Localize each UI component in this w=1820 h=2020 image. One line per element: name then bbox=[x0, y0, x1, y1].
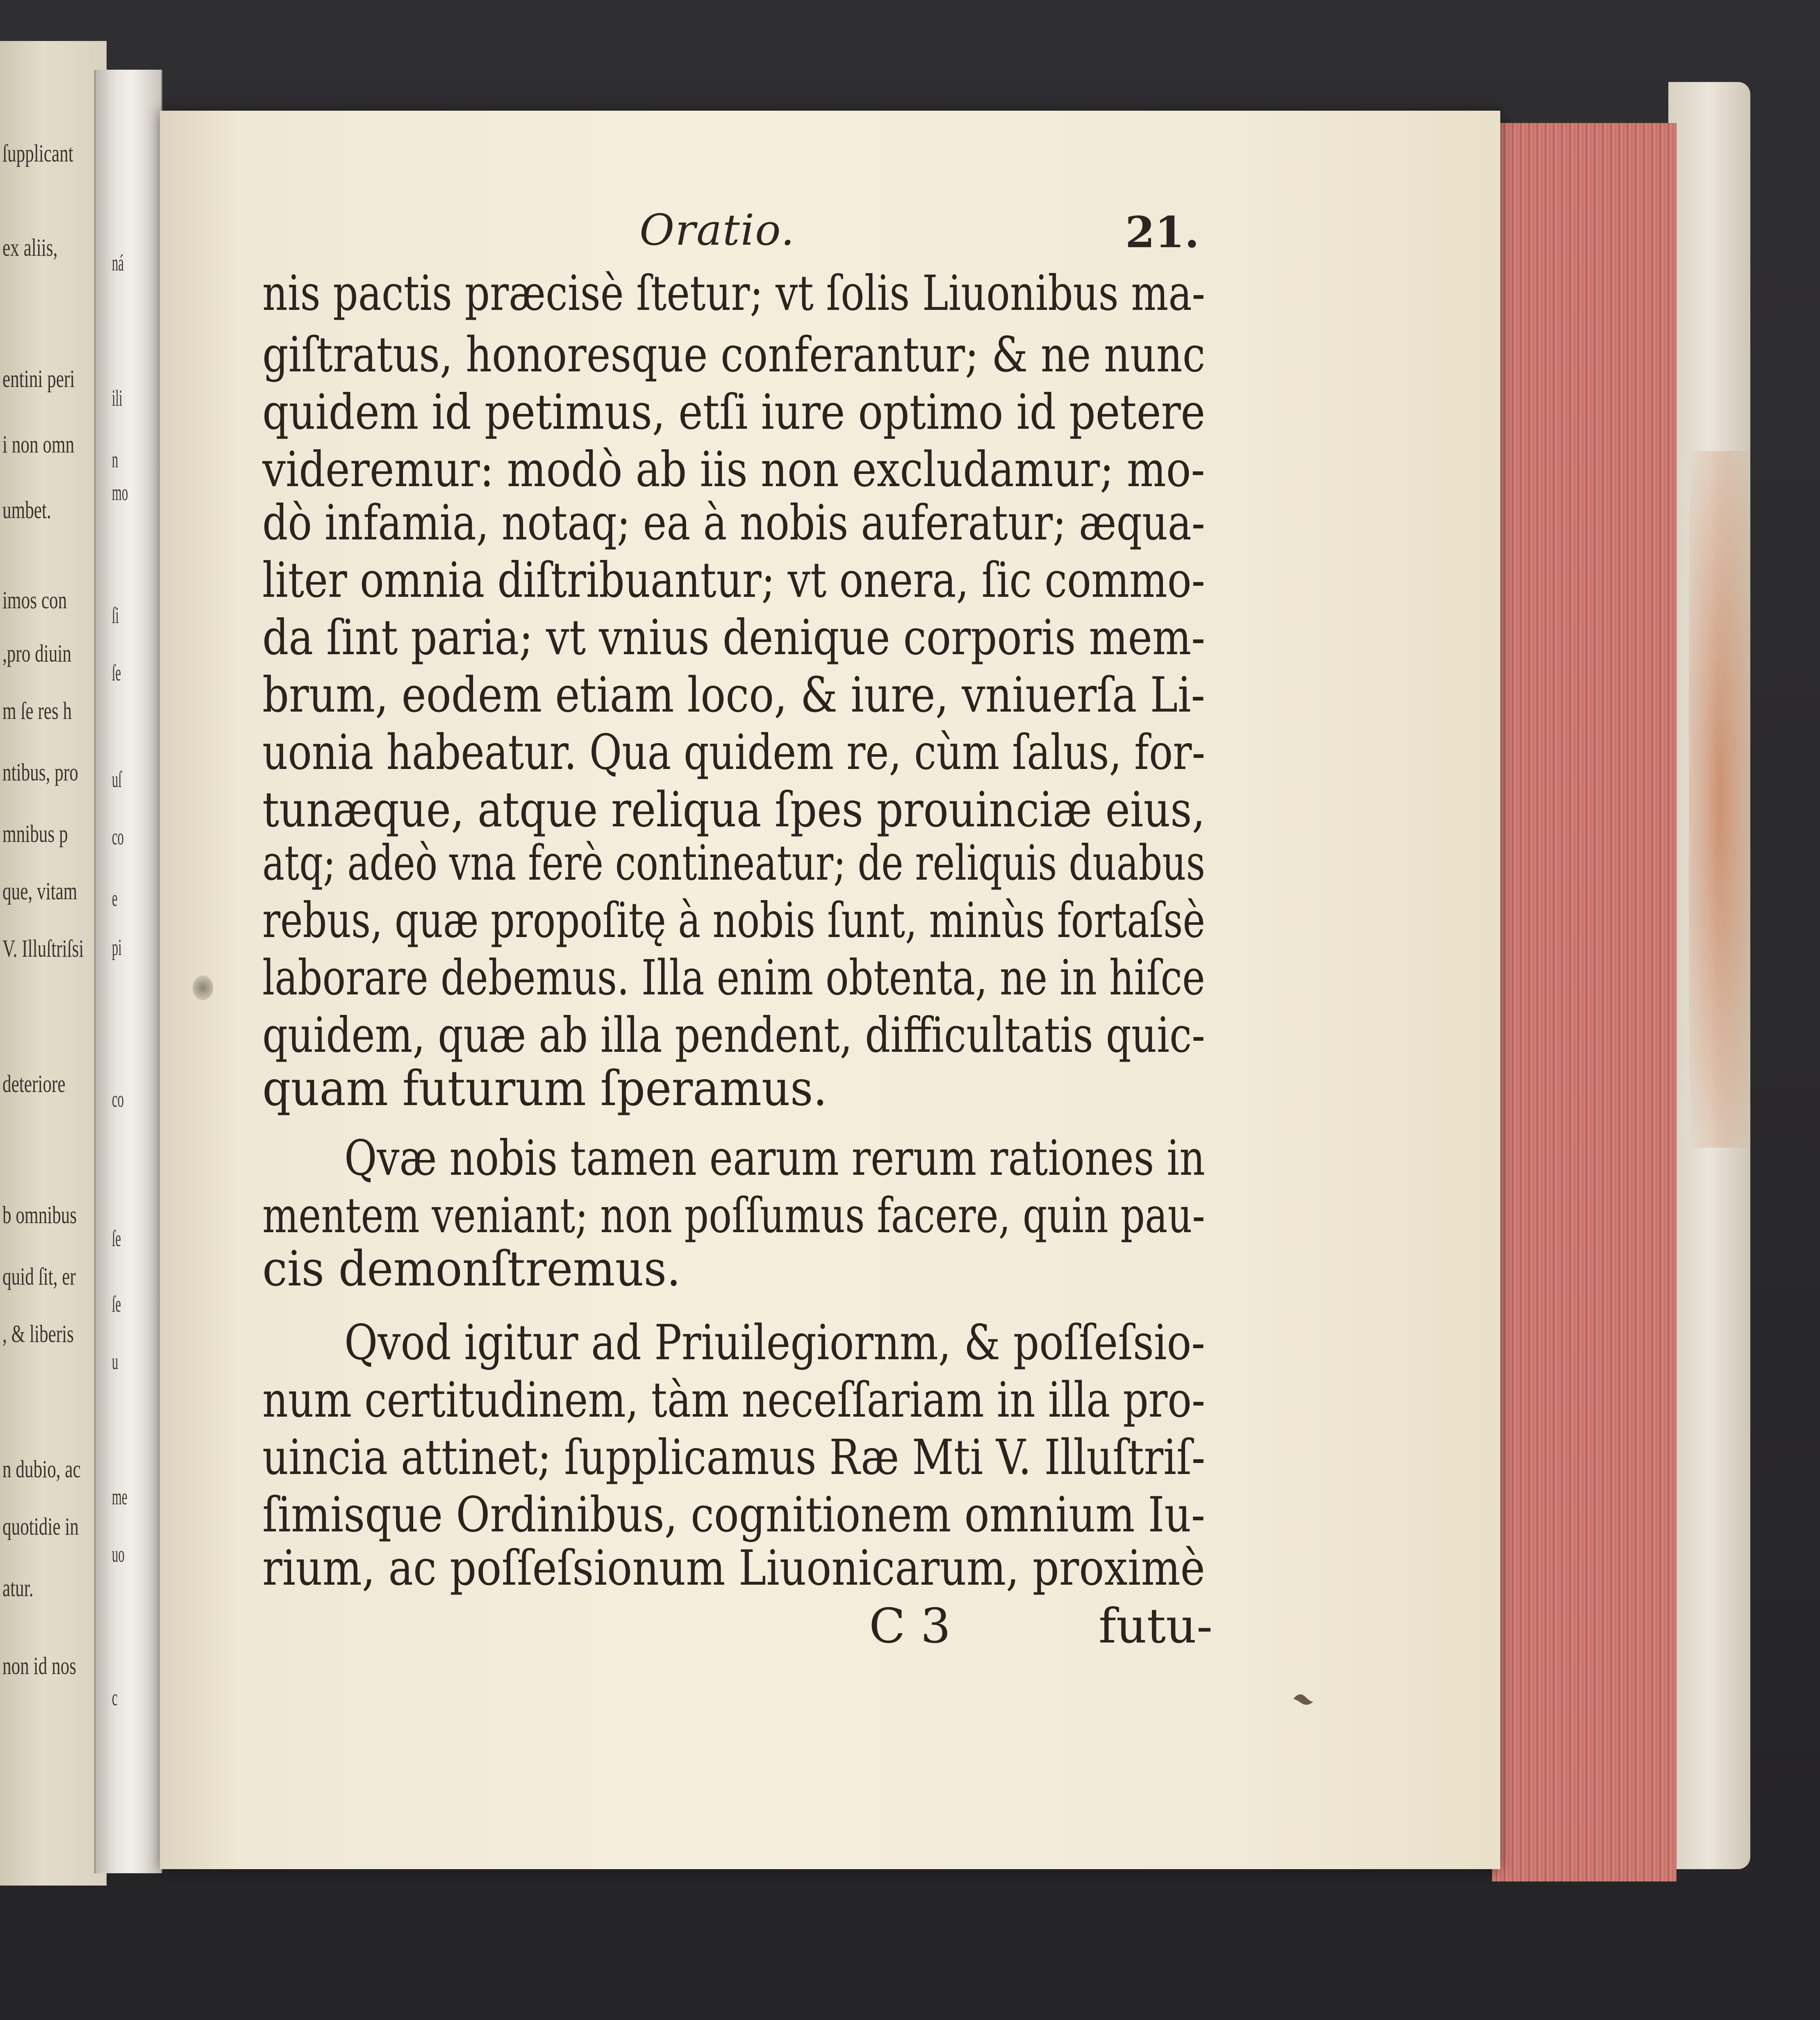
gutter-fragment: ſe bbox=[112, 1226, 121, 1251]
text-line: atq; adeò vna ferè contineatur; de reliquis duabus bbox=[262, 835, 1205, 891]
gutter-fragment: n bbox=[112, 447, 118, 473]
gutter-fragment: me bbox=[112, 1484, 127, 1510]
text-line: uincia attinet; ſupplicamus Ræ Mti V. Illuſtriſ- bbox=[262, 1429, 1205, 1485]
left-fragment: ntibus, pro bbox=[2, 759, 78, 786]
left-fragment: quid ſit, er bbox=[2, 1263, 76, 1290]
left-fragment: , & liberis bbox=[2, 1320, 74, 1347]
text-line: rebus, quæ propoſitę à nobis ſunt, minùs fortaſsè bbox=[262, 892, 1205, 949]
left-fragment: ſupplicant bbox=[2, 140, 73, 167]
left-fragment: quotidie in bbox=[2, 1513, 79, 1540]
text-line: laborare debemus. Illa enim obtenta, ne in hiſce bbox=[262, 949, 1205, 1006]
gutter-fragment: uo bbox=[112, 1542, 125, 1567]
left-fragment: m ſe res h bbox=[2, 697, 72, 724]
text-line: brum, eodem etiam loco, & iure, vniuerſa Li- bbox=[262, 667, 1205, 723]
left-fragment: imos con bbox=[2, 587, 67, 614]
gutter-fragment: pi bbox=[112, 935, 122, 960]
left-fragment: umbet. bbox=[2, 496, 51, 523]
catchword: futu- bbox=[1099, 1599, 1213, 1654]
ink-speck-icon bbox=[1291, 1689, 1316, 1709]
left-fragment: V. Illuſtriſsi bbox=[2, 935, 84, 962]
left-fragment: que, vitam bbox=[2, 878, 77, 905]
left-fragment: mnibus p bbox=[2, 820, 68, 847]
text-line: da ſint paria; vt vnius denique corporis mem- bbox=[262, 609, 1205, 666]
page-fore-edge bbox=[1492, 123, 1677, 1881]
text-line: nis pactis præcisè ſtetur; vt ſolis Liuonibus ma- bbox=[262, 265, 1205, 321]
left-fragment: deteriore bbox=[2, 1070, 66, 1097]
text-line: quidem id petimus, etſi iure optimo id petere bbox=[262, 384, 1205, 440]
left-fragment: b omnibus bbox=[2, 1201, 77, 1228]
text-line: quam futurum ſperamus. bbox=[262, 1060, 828, 1117]
gutter-fragment: e bbox=[112, 886, 118, 911]
plastic-strip bbox=[94, 70, 162, 1873]
paragraph-start-line: Qvæ nobis tamen earum rerum rationes in bbox=[344, 1130, 1205, 1186]
gutter-fragment: ná bbox=[112, 250, 124, 276]
text-line: rium, ac poſſeſsionum Liuonicarum, proximè bbox=[262, 1540, 1205, 1596]
running-head: Oratio. bbox=[639, 205, 795, 255]
text-line: dò infamia, notaq; ea à nobis auferatur; æqua- bbox=[262, 494, 1205, 551]
text-line: videremur: modò ab iis non excludamur; mo- bbox=[262, 441, 1205, 498]
text-line: uonia habeatur. Qua quidem re, cùm ſalus, for- bbox=[262, 724, 1205, 780]
gutter-fragment: ſe bbox=[112, 660, 121, 686]
paragraph-start-line: Qvod igitur ad Priuilegiornm, & poſſeſsio- bbox=[344, 1314, 1205, 1371]
text-line: quidem, quæ ab illa pendent, difficultatis quic- bbox=[262, 1007, 1205, 1063]
left-fragment: non id nos bbox=[2, 1652, 77, 1679]
gutter-fragment: ili bbox=[112, 386, 123, 411]
text-line: giſtratus, honoresque conferantur; & ne nunc bbox=[262, 326, 1205, 383]
gutter-fragment: uſ bbox=[112, 767, 122, 792]
gutter-fragment: c bbox=[112, 1685, 118, 1711]
left-fragment: ,pro diuin bbox=[2, 640, 71, 667]
gutter-fragment: ſe bbox=[112, 1292, 121, 1317]
page-number: 21. bbox=[1125, 207, 1199, 257]
gutter-fragment: co bbox=[112, 1087, 124, 1112]
left-fragment: i non omn bbox=[2, 431, 75, 458]
paper-blemish bbox=[193, 976, 213, 1000]
left-fragment: entini peri bbox=[2, 365, 75, 392]
gutter-fragment: u bbox=[112, 1349, 118, 1374]
cover-stain bbox=[1689, 451, 1750, 1148]
text-line: num certitudinem, tàm neceſſariam in illa pro- bbox=[262, 1372, 1205, 1428]
left-fragment: n dubio, ac bbox=[2, 1456, 81, 1483]
text-line: ſimisque Ordinibus, cognitionem omnium Iu- bbox=[262, 1486, 1205, 1543]
text-line: tunæque, atque reliqua ſpes prouinciæ eius, bbox=[262, 781, 1205, 838]
left-fragment: ex aliis, bbox=[2, 234, 58, 261]
signature-mark: C 3 bbox=[869, 1599, 951, 1654]
gutter-fragment: mo bbox=[112, 480, 128, 505]
gutter-fragment: ſi bbox=[112, 603, 119, 628]
text-line: liter omnia diſtribuantur; vt onera, ſic commo- bbox=[262, 552, 1205, 608]
gutter-fragment: co bbox=[112, 824, 124, 850]
left-page bbox=[0, 41, 107, 1886]
text-line: mentem veniant; non poſſumus facere, quin pau- bbox=[262, 1187, 1205, 1244]
left-fragment: atur. bbox=[2, 1574, 34, 1601]
text-line: cis demonſtremus. bbox=[262, 1240, 681, 1297]
